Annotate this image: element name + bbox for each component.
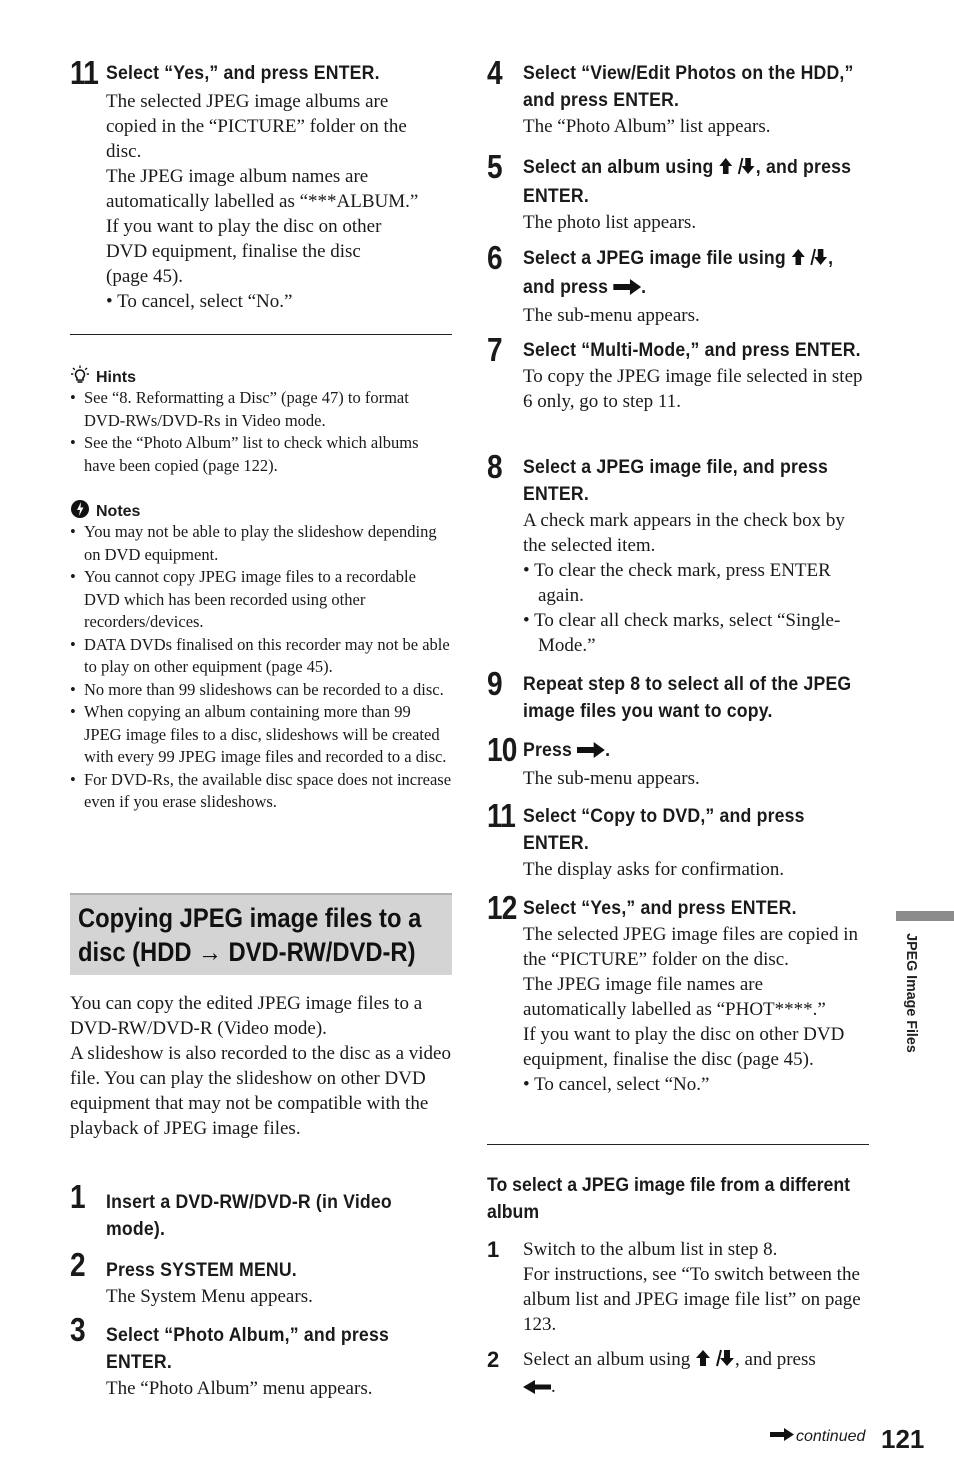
right-arrow-icon — [770, 1428, 794, 1446]
step-text: If you want to play the disc on other DVD equipment, finalise the disc (page 45). — [523, 1024, 845, 1070]
step-number: 11 — [70, 54, 98, 91]
step-heading: Select “Yes,” and press ENTER. — [106, 63, 380, 84]
step-text: A check mark appears in the check box by the selected item. — [523, 510, 845, 556]
step-heading: Select “Copy to DVD,” and press ENTER. — [523, 806, 805, 854]
step-text: Select an album using , and press . — [523, 1347, 869, 1401]
step-text: copied in the “PICTURE” folder on the — [106, 116, 407, 137]
up-down-arrows-icon — [695, 1349, 735, 1374]
step-4 — [487, 56, 869, 139]
step-number: 2 — [70, 1246, 85, 1283]
intro-paragraph: A slideshow is also recorded to the disc as a video file. You can play the slideshow on other DVD equipment that may not be compatible with the playback of JPEG image files. — [70, 1043, 451, 1139]
step-number: 7 — [487, 331, 502, 368]
step-3-photo-album — [70, 1313, 452, 1401]
step-8 — [487, 450, 869, 658]
section-title-box — [70, 893, 452, 975]
step-text: The System Menu appears. — [106, 1286, 313, 1307]
step-10 — [487, 733, 869, 791]
continued-indicator: continued — [770, 1428, 865, 1446]
step-text: The sub-menu appears. — [523, 305, 700, 326]
list-item: • You cannot copy JPEG image files to a recordable DVD which has been recorded using other recorders/devices. — [70, 566, 452, 634]
step-number: 11 — [487, 797, 515, 834]
step-text: The selected JPEG image files are copied in the “PICTURE” folder on the disc. — [523, 924, 859, 970]
step-number: 3 — [70, 1311, 85, 1348]
list-item: • See “8. Reformatting a Disc” (page 47) to format DVD-RWs/DVD-Rs in Video mode. — [70, 387, 452, 432]
step-heading: Press . — [523, 737, 867, 766]
divider — [70, 334, 452, 335]
hints-title: Hints — [96, 368, 136, 386]
step-bullet: • To cancel, select “No.” — [106, 291, 293, 312]
list-item: • For DVD-Rs, the available disc space does not increase even if you erase slideshows. — [70, 769, 452, 814]
step-heading: Select a JPEG image file, and press ENTER. — [523, 457, 829, 505]
step-number: 2 — [487, 1347, 500, 1372]
list-item: • No more than 99 slideshows can be recorded to a disc. — [70, 679, 452, 702]
step-text: The JPEG image album names are — [106, 166, 369, 187]
step-text: To copy the JPEG image file selected in step 6 only, go to step 11. — [523, 366, 863, 412]
step-text: automatically labelled as “***ALBUM.” — [106, 191, 419, 212]
step-2-system-menu — [70, 1248, 452, 1309]
right-arrow-icon — [577, 739, 605, 766]
step-6 — [487, 241, 869, 328]
step-11-copy — [487, 799, 869, 882]
step-text: The “Photo Album” menu appears. — [106, 1378, 373, 1399]
hints-list — [70, 387, 452, 477]
step-number: 4 — [487, 54, 502, 91]
step-number: 12 — [487, 889, 517, 926]
step-text: The photo list appears. — [523, 212, 697, 233]
step-12-yes — [487, 891, 869, 1097]
step-heading: Select “Yes,” and press ENTER. — [523, 898, 797, 919]
step-text: disc. — [106, 141, 142, 162]
step-heading: Select “View/Edit Photos on the HDD,” and press ENTER. — [523, 63, 854, 111]
right-arrow-glyph: → — [198, 937, 222, 967]
step-number: 5 — [487, 148, 502, 185]
step-heading: Select “Photo Album,” and press ENTER. — [106, 1325, 389, 1373]
step-bullet: • To clear the check mark, press ENTER again. — [523, 560, 831, 606]
step-text: Switch to the album list in step 8. — [523, 1239, 778, 1260]
sub-step-2 — [487, 1347, 869, 1401]
step-9 — [487, 667, 869, 725]
step-bullet: • To cancel, select “No.” — [523, 1074, 710, 1095]
step-text: If you want to play the disc on other — [106, 216, 382, 237]
side-tab-marker — [896, 911, 954, 921]
step-heading: Insert a DVD-RW/DVD-R (in Video mode). — [106, 1192, 392, 1240]
step-number: 1 — [487, 1237, 500, 1262]
list-item: • DATA DVDs finalised on this recorder may not be able to play on other equipment (page 45). — [70, 634, 452, 679]
step-text: The “Photo Album” list appears. — [523, 116, 771, 137]
step-number: 8 — [487, 448, 502, 485]
step-heading: Select a JPEG image file using , and press . — [523, 245, 867, 303]
return-arrow-icon — [523, 1376, 551, 1401]
divider — [487, 1144, 869, 1145]
step-text: The JPEG image file names are automatically labelled as “PHOT****.” — [523, 974, 826, 1020]
step-heading: Press SYSTEM MENU. — [106, 1260, 297, 1281]
list-item: • See the “Photo Album” list to check which albums have been copied (page 122). — [70, 432, 452, 477]
notes-list — [70, 521, 452, 814]
step-heading: Repeat step 8 to select all of the JPEG image files you want to copy. — [523, 674, 852, 722]
step-text: (page 45). — [106, 266, 184, 287]
step-text: DVD equipment, finalise the disc — [106, 241, 361, 262]
step-number: 9 — [487, 665, 502, 702]
step-number: 1 — [70, 1178, 85, 1215]
up-down-arrows-icon — [719, 156, 756, 183]
step-text: The display asks for confirmation. — [523, 859, 785, 880]
page-number: 121 — [881, 1424, 925, 1454]
step-5 — [487, 150, 869, 235]
step-number: 6 — [487, 239, 502, 276]
step-text: The sub-menu appears. — [523, 768, 700, 789]
step-heading: Select an album using , and press ENTER. — [523, 157, 852, 207]
notes-title: Notes — [96, 502, 141, 520]
up-down-arrows-icon — [791, 247, 828, 274]
right-arrow-icon — [613, 276, 641, 303]
step-number: 10 — [487, 731, 517, 768]
step-bullet: • To clear all check marks, select “Single-Mode.” — [523, 610, 841, 656]
side-tab-label: JPEG Image Files — [903, 933, 920, 1053]
step-11-yes — [70, 56, 452, 314]
list-item: • You may not be able to play the slideshow depending on DVD equipment. — [70, 521, 452, 566]
sub-step-1 — [487, 1237, 869, 1337]
step-heading: Select “Multi-Mode,” and press ENTER. — [523, 340, 861, 361]
step-text: The selected JPEG image albums are — [106, 91, 389, 112]
sub-section-heading: To select a JPEG image file from a different album — [487, 1175, 851, 1223]
step-7 — [487, 333, 869, 414]
list-item: • When copying an album containing more than 99 JPEG image files to a disc, slideshows will be created with every 99 JPEG image files and recorded to a disc. — [70, 701, 452, 769]
intro-paragraph: You can copy the edited JPEG image files to a DVD-RW/DVD-R (Video mode). — [70, 993, 423, 1039]
step-text: For instructions, see “To switch between the album list and JPEG image file list” on page 123. — [523, 1264, 861, 1335]
step-1-insert — [70, 1180, 452, 1243]
section-title: Copying JPEG image files to a disc (HDD → DVD-RW/DVD-R) — [78, 903, 422, 967]
section-intro — [70, 991, 452, 1141]
